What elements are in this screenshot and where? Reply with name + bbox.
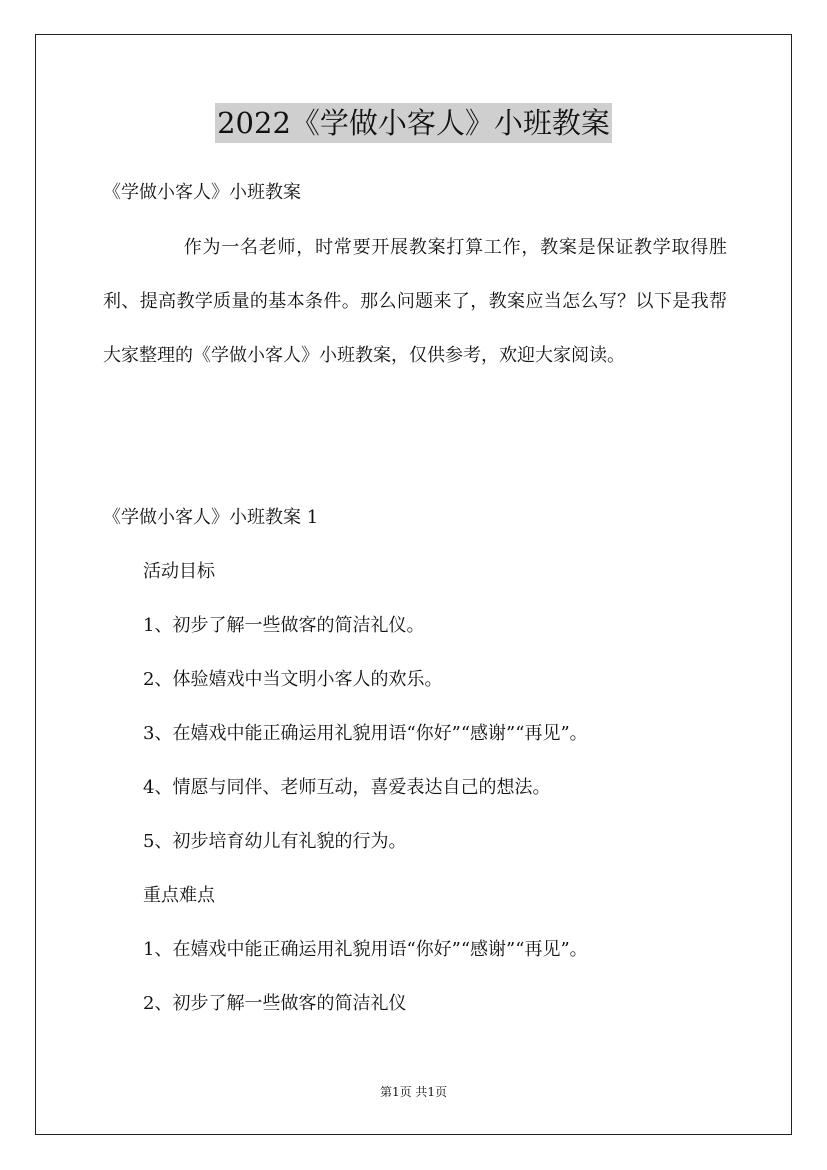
key-point-item-2: 2、初步了解一些做客的简洁礼仪	[143, 993, 407, 1014]
key-points-heading: 重点难点	[143, 885, 215, 906]
title-container	[0, 103, 827, 143]
intro-paragraph	[103, 221, 727, 383]
goal-item-2: 2、体验嬉戏中当文明小客人的欢乐。	[143, 669, 443, 690]
section-heading: 《学做小客人》小班教案 1	[103, 507, 319, 528]
goal-item-1: 1、初步了解一些做客的简洁礼仪。	[143, 615, 425, 636]
key-point-item-1: 1、在嬉戏中能正确运用礼貌用语“你好”“感谢”“再见”。	[143, 939, 588, 960]
document-title: 2022《学做小客人》小班教案	[215, 103, 612, 143]
document-subtitle: 《学做小客人》小班教案	[103, 182, 301, 203]
page-footer: 第1页 共1页	[379, 1085, 448, 1099]
intro-text: 作为一名老师，时常要开展教案打算工作，教案是保证教学取得胜利、提高教学质量的基本条件。那么问题来了，教案应当怎么写？以下是我帮大家整理的《学做小客人》小班教案，仅供参考，欢迎大家阅读。	[103, 237, 727, 366]
goal-item-3: 3、在嬉戏中能正确运用礼貌用语“你好”“感谢”“再见”。	[143, 723, 588, 744]
goal-item-4: 4、情愿与同伴、老师互动，喜爱表达自己的想法。	[143, 777, 551, 798]
goal-item-5: 5、初步培育幼儿有礼貌的行为。	[143, 831, 407, 852]
goals-heading: 活动目标	[143, 561, 215, 582]
